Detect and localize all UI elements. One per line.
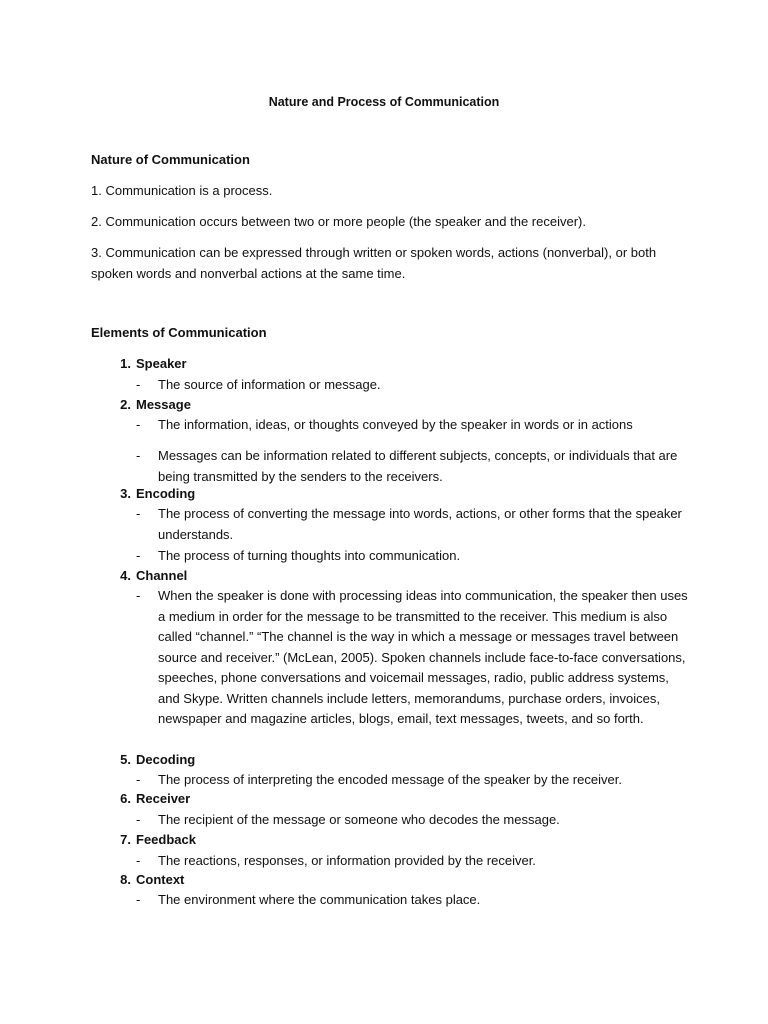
detail-text: The environment where the communication takes place. [158,892,481,907]
detail-text: When the speaker is done with processing ideas into communication, the speaker then uses a medium in order for the message to be transmitted to the receiver. This medium is also called “channel.” “The channel is the way in which a message or messages travel between source and receiver.” (McLean, 2005). Spoken channels include face-to-face conversations, speeches, phone conversations and voicemail messages, radio, public address systems, and Skype. Written channels include letters, memorandums, purchase orders, invoices, newspaper and magazine articles, blogs, email, text messages, tweets, and so forth. [158,588,688,726]
detail-dash: - [136,853,141,868]
detail-text: The source of information or message. [158,377,381,392]
element-label-speaker: Speaker [136,356,187,371]
document-title: Nature and Process of Communication [268,95,500,109]
detail-dash: - [136,417,141,432]
nature-point-1: 1. Communication is a process. [91,183,273,198]
detail-text: The reactions, responses, or information provided by the receiver. [158,853,536,868]
element-label-context: Context [136,872,185,887]
element-number: 2. [120,397,131,412]
detail-dash: - [136,772,141,787]
detail-text: Messages can be information related to different subjects, concepts, or individuals that are being transmitted by the senders to the receivers. [158,448,678,484]
detail-dash: - [136,588,141,603]
nature-point-2: 2. Communication occurs between two or more people (the speaker and the receiver). [91,214,586,229]
element-number: 1. [120,356,131,371]
element-label-message: Message [136,397,191,412]
element-label-feedback: Feedback [136,832,196,847]
element-number: 8. [120,872,131,887]
element-label-encoding: Encoding [136,486,196,501]
detail-dash: - [136,448,141,463]
element-number: 6. [120,791,131,806]
element-number: 3. [120,486,131,501]
detail-dash: - [136,506,141,521]
element-label-decoding: Decoding [136,752,196,767]
detail-text: The information, ideas, or thoughts conveyed by the speaker in words or in actions [158,417,633,432]
detail-text: The recipient of the message or someone who decodes the message. [158,812,560,827]
detail-dash: - [136,892,141,907]
detail-dash: - [136,377,141,392]
element-number: 5. [120,752,131,767]
detail-text: The process of turning thoughts into communication. [158,548,461,563]
detail-text: The process of interpreting the encoded message of the speaker by the receiver. [158,772,622,787]
nature-point-3: 3. Communication can be expressed through written or spoken words, actions (nonverbal), or both spoken words and nonverbal actions at the same time. [91,245,657,281]
nature-heading: Nature of Communication [91,152,250,167]
element-label-channel: Channel [136,568,188,583]
element-number: 7. [120,832,131,847]
element-number: 4. [120,568,131,583]
detail-dash: - [136,812,141,827]
element-label-receiver: Receiver [136,791,191,806]
detail-text: The process of converting the message into words, actions, or other forms that the speaker understands. [158,506,682,542]
elements-heading: Elements of Communication [91,325,267,340]
detail-dash: - [136,548,141,563]
